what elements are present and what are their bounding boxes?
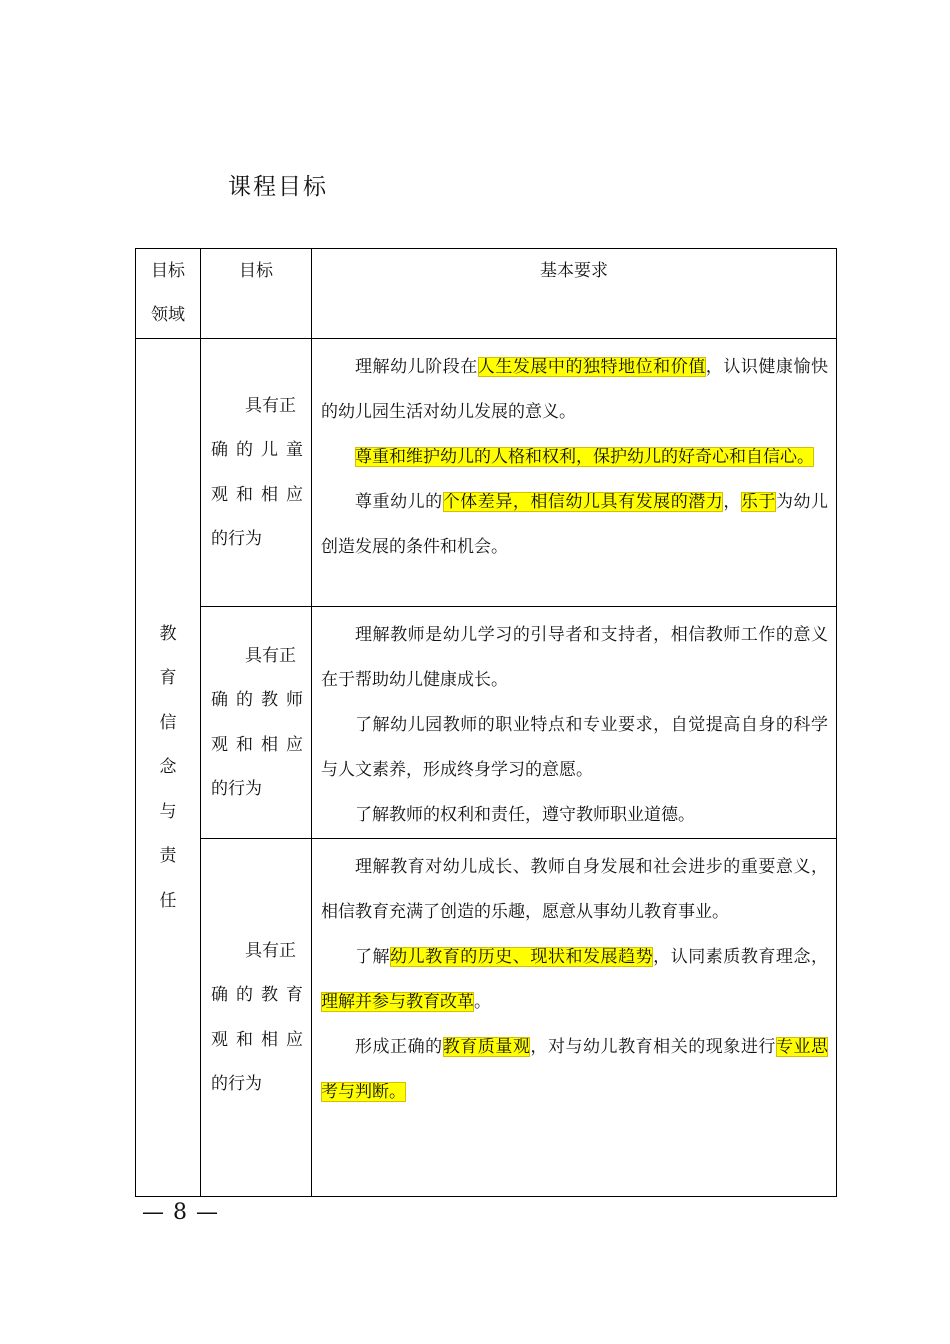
page-title: 课程目标 — [228, 174, 328, 200]
area-char: 信 — [159, 712, 177, 733]
text-segment: 形成正确的 — [355, 1037, 443, 1057]
requirement-paragraph — [321, 703, 828, 793]
highlighted-text: 个体差异，相信幼儿具有发展的潜力 — [442, 492, 724, 512]
requirement-paragraph — [321, 793, 828, 838]
goal-line: 观 和 相 应 — [211, 734, 303, 755]
goal-line: 确 的 儿 童 — [211, 440, 303, 460]
text-segment: 理解幼儿阶段在 — [355, 357, 478, 377]
header-area-line-1: 目标 — [151, 261, 185, 281]
requirement-paragraph — [321, 613, 828, 703]
goal-line: 确 的 教 育 — [211, 985, 303, 1005]
requirement-paragraph — [321, 345, 828, 435]
goal-line: 的行为 — [211, 529, 262, 549]
text-segment: 理解教师是幼儿学习的引导者和支持者，相信教师工作的意义在于帮助幼儿健康成长。 — [321, 625, 828, 690]
table-row — [136, 607, 837, 839]
requirements-cell — [312, 839, 837, 1197]
text-segment: 理解教育对幼儿成长、教师自身发展和社会进步的重要意义，相信教育充满了创造的乐趣，愿意从事幼儿教育事业。 — [321, 857, 828, 922]
area-cell — [136, 339, 201, 1197]
header-goal: 目标 — [201, 249, 312, 339]
text-segment: ，认同素质教育理念， — [653, 947, 829, 967]
area-char: 念 — [159, 757, 177, 778]
goal-line: 观 和 相 应 — [211, 1029, 303, 1050]
area-char: 任 — [159, 890, 177, 911]
area-char: 教 — [159, 623, 177, 644]
page-number: — 8 — — [142, 1200, 219, 1225]
highlighted-text: 尊重和维护幼儿的人格和权利，保护幼儿的好奇心和自信心。 — [355, 447, 814, 467]
requirement-paragraph — [321, 480, 828, 570]
area-char: 育 — [159, 668, 177, 689]
requirement-paragraph — [321, 845, 828, 935]
requirement-paragraph — [321, 1025, 828, 1115]
highlighted-text: 理解并参与教育改革 — [321, 992, 474, 1012]
highlighted-text: 教育质量观 — [442, 1037, 531, 1057]
highlighted-text: 幼儿教育的历史、现状和发展趋势 — [390, 947, 654, 967]
header-area-line-2: 领域 — [151, 305, 185, 325]
header-requirements: 基本要求 — [312, 249, 837, 339]
requirement-paragraph — [321, 935, 828, 1025]
text-segment: ，对与幼儿教育相关的现象进行 — [530, 1037, 776, 1057]
area-label — [136, 612, 200, 924]
text-segment: ， — [723, 492, 741, 512]
text-segment: 。 — [474, 992, 491, 1012]
requirements-cell — [312, 339, 837, 607]
highlighted-text: 专业思考与判断。 — [321, 1037, 829, 1102]
goal-cell — [201, 607, 312, 839]
text-segment: 尊重幼儿的 — [355, 492, 443, 512]
goal-line: 具有正 — [245, 645, 296, 666]
course-goals-table — [135, 248, 837, 1197]
requirement-paragraph — [321, 435, 828, 480]
highlighted-text: 人生发展中的独特地位和价值 — [477, 357, 706, 377]
goal-line: 的行为 — [211, 779, 262, 799]
text-segment: ，认识健康愉快的幼儿园生活对幼儿发展的意义。 — [321, 357, 829, 422]
table-header-row — [136, 249, 837, 339]
header-area — [136, 249, 201, 339]
table-row — [136, 339, 837, 607]
highlighted-text: 乐于 — [740, 492, 776, 512]
goal-line: 具有正 — [245, 940, 296, 961]
text-segment: 了解 — [355, 947, 391, 967]
goal-cell — [201, 339, 312, 607]
text-segment: 了解教师的权利和责任，遵守教师职业道德。 — [355, 805, 695, 825]
area-char: 责 — [159, 846, 177, 867]
goal-line: 确 的 教 师 — [211, 690, 303, 710]
requirements-cell — [312, 607, 837, 839]
goal-line: 的行为 — [211, 1074, 262, 1094]
goal-cell — [201, 839, 312, 1197]
goal-line: 具有正 — [245, 395, 296, 416]
area-char: 与 — [159, 801, 177, 822]
text-segment: 为幼儿创造发展的条件和机会。 — [321, 492, 829, 557]
text-segment: 了解幼儿园教师的职业特点和专业要求，自觉提高自身的科学与人文素养，形成终身学习的意愿。 — [321, 715, 828, 780]
goal-line: 观 和 相 应 — [211, 484, 303, 505]
table-row — [136, 839, 837, 1197]
